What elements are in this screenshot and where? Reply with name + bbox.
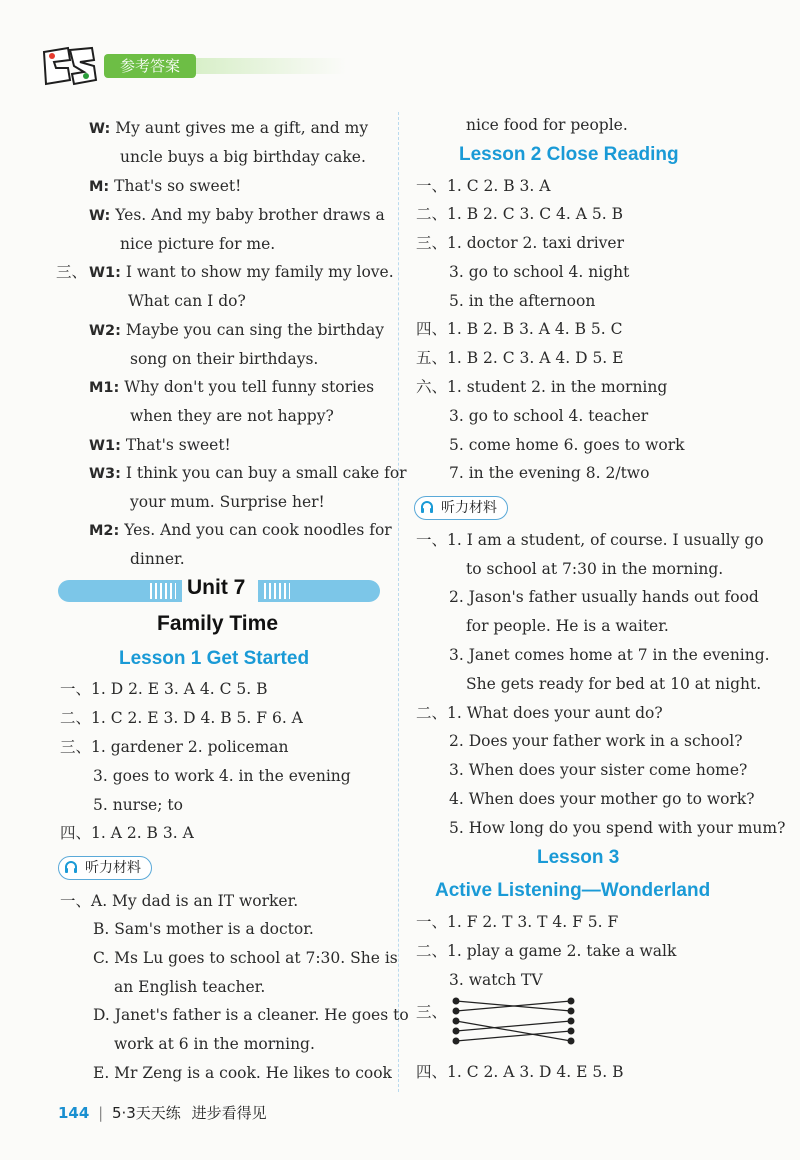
lesson3-subtitle: Active Listening—Wonderland bbox=[435, 880, 711, 901]
script-line: 4. When does your mother go to work? bbox=[449, 790, 755, 808]
script-line: 3. Janet comes home at 7 in the evening. bbox=[449, 646, 770, 664]
lesson1-title: Lesson 1 Get Started bbox=[119, 648, 310, 669]
page-number: 144 bbox=[58, 1104, 90, 1122]
script-line: D. Janet's father is a cleaner. He goes to bbox=[93, 1006, 409, 1024]
continued-line: nice food for people. bbox=[466, 116, 628, 134]
headphones-icon bbox=[63, 859, 79, 875]
script-line: 5. How long do you spend with your mum? bbox=[449, 819, 786, 837]
header-fade-bar bbox=[196, 58, 346, 74]
unit-banner-stripes-left bbox=[150, 583, 176, 599]
headphones-icon bbox=[419, 499, 435, 515]
dialog-line: M2: Yes. And you can cook noodles for bbox=[89, 521, 392, 539]
dialog-line: nice picture for me. bbox=[120, 235, 276, 253]
script-line: She gets ready for bed at 10 at night. bbox=[466, 675, 762, 693]
dialog-line: W1: That's sweet! bbox=[89, 436, 231, 454]
script-line: 2. Jason's father usually hands out food bbox=[449, 588, 759, 606]
answer-line: 5. nurse; to bbox=[93, 796, 183, 814]
script-line: 2. Does your father work in a school? bbox=[449, 732, 743, 750]
answer-line: 五、1. B 2. C 3. A 4. D 5. E bbox=[416, 349, 624, 367]
matching-diagram bbox=[448, 996, 578, 1048]
script-line: 二、1. What does your aunt do? bbox=[416, 704, 663, 722]
script-line: C. Ms Lu goes to school at 7:30. She is bbox=[93, 949, 398, 967]
section-mark: 三、 bbox=[56, 263, 88, 281]
answer-line: 7. in the evening 8. 2/two bbox=[449, 464, 650, 482]
unit-title: Unit 7 bbox=[187, 576, 246, 599]
dialog-line: W: My aunt gives me a gift, and my bbox=[89, 119, 369, 137]
dialog-line: song on their birthdays. bbox=[130, 350, 319, 368]
logo-icon bbox=[40, 46, 102, 86]
answer-line: 3. watch TV bbox=[449, 971, 543, 989]
footer bbox=[58, 1102, 267, 1123]
section-mark: 三、 bbox=[416, 1003, 448, 1021]
answer-line: 3. go to school 4. teacher bbox=[449, 407, 649, 425]
footer-brand: 5·3天天练 bbox=[111, 1104, 181, 1122]
listening-tag: 听力材料 bbox=[414, 496, 508, 520]
dialog-line: M: That's so sweet! bbox=[89, 177, 242, 195]
dialog-line: W1: I want to show my family my love. bbox=[89, 263, 394, 281]
footer-slogan: 进步看得见 bbox=[191, 1104, 267, 1122]
script-line: 一、1. I am a student, of course. I usually go bbox=[416, 531, 764, 549]
answer-line: 四、1. B 2. B 3. A 4. B 5. C bbox=[416, 320, 623, 338]
lesson2-title: Lesson 2 Close Reading bbox=[459, 144, 679, 165]
dialog-line: W: Yes. And my baby brother draws a bbox=[89, 206, 385, 224]
answer-line: 二、1. play a game 2. take a walk bbox=[416, 942, 677, 960]
answer-line: 5. come home 6. goes to work bbox=[449, 436, 685, 454]
answer-line: 一、1. C 2. B 3. A bbox=[416, 177, 551, 195]
listening-tag: 听力材料 bbox=[58, 856, 152, 880]
dialog-line: your mum. Surprise her! bbox=[130, 493, 325, 511]
lesson3-title: Lesson 3 bbox=[537, 847, 620, 868]
answer-line: 二、1. C 2. E 3. D 4. B 5. F 6. A bbox=[60, 709, 303, 727]
script-line: 3. When does your sister come home? bbox=[449, 761, 748, 779]
script-line: B. Sam's mother is a doctor. bbox=[93, 920, 314, 938]
script-line: 一、A. My dad is an IT worker. bbox=[60, 892, 299, 910]
answer-line: 三、1. gardener 2. policeman bbox=[60, 738, 289, 756]
footer-separator: | bbox=[98, 1104, 104, 1122]
unit-banner-stripes-right bbox=[264, 583, 290, 599]
dialog-line: W2: Maybe you can sing the birthday bbox=[89, 321, 385, 339]
script-line: for people. He is a waiter. bbox=[466, 617, 669, 635]
answer-line: 5. in the afternoon bbox=[449, 292, 596, 310]
answer-line: 六、1. student 2. in the morning bbox=[416, 378, 668, 396]
dialog-line: M1: Why don't you tell funny stories bbox=[89, 378, 375, 396]
unit-subtitle: Family Time bbox=[157, 612, 278, 635]
script-line: an English teacher. bbox=[114, 978, 266, 996]
answer-line: 3. goes to work 4. in the evening bbox=[93, 767, 351, 785]
answer-line: 二、1. B 2. C 3. C 4. A 5. B bbox=[416, 205, 623, 223]
script-line: E. Mr Zeng is a cook. He likes to cook bbox=[93, 1064, 392, 1082]
dialog-line: when they are not happy? bbox=[130, 407, 334, 425]
answer-line: 四、1. A 2. B 3. A bbox=[60, 824, 194, 842]
answer-line: 3. go to school 4. night bbox=[449, 263, 630, 281]
script-line: work at 6 in the morning. bbox=[114, 1035, 315, 1053]
answer-line: 一、1. D 2. E 3. A 4. C 5. B bbox=[60, 680, 268, 698]
column-divider bbox=[398, 112, 399, 1092]
dialog-line: W3: I think you can buy a small cake for bbox=[89, 464, 407, 482]
header-title: 参考答案 bbox=[104, 54, 196, 78]
logo bbox=[40, 46, 102, 86]
answer-line: 四、1. C 2. A 3. D 4. E 5. B bbox=[416, 1063, 624, 1081]
answer-line: 一、1. F 2. T 3. T 4. F 5. F bbox=[416, 913, 619, 931]
answer-line: 三、1. doctor 2. taxi driver bbox=[416, 234, 624, 252]
dialog-line: What can I do? bbox=[128, 292, 246, 310]
script-line: to school at 7:30 in the morning. bbox=[466, 560, 724, 578]
dialog-line: dinner. bbox=[130, 550, 185, 568]
dialog-line: uncle buys a big birthday cake. bbox=[120, 148, 366, 166]
